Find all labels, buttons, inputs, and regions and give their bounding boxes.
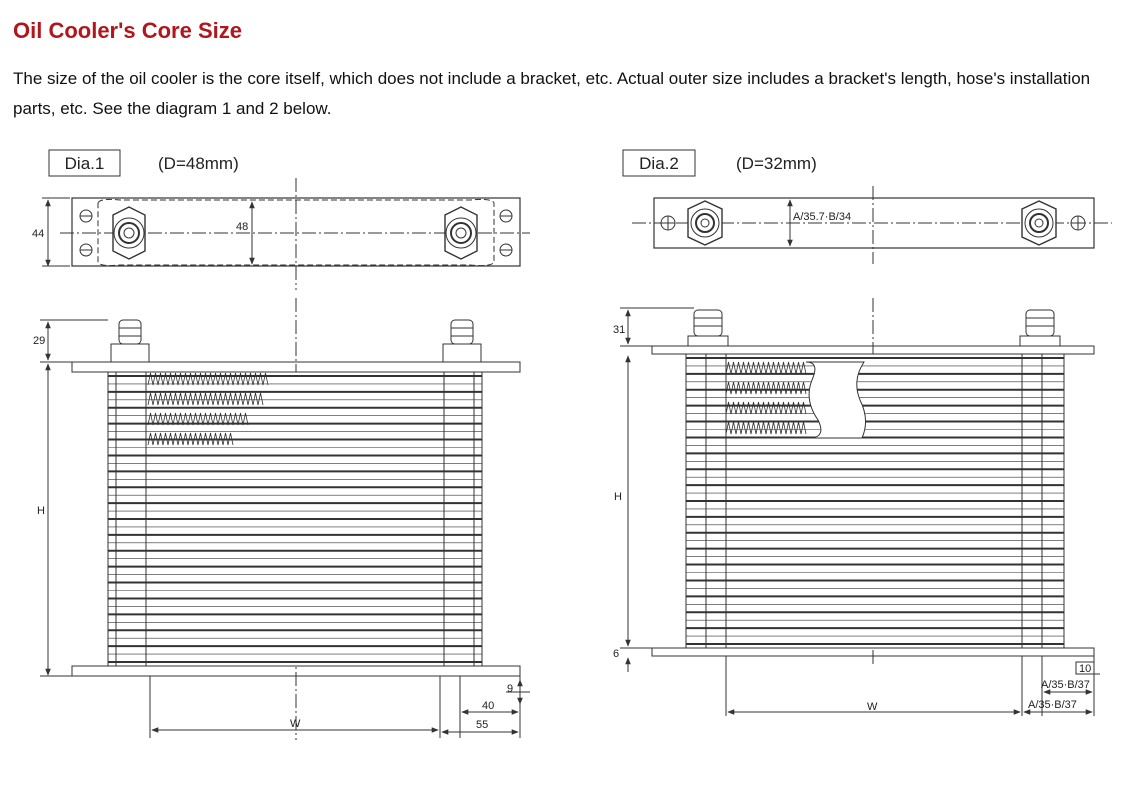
dia2-top-view	[632, 186, 1112, 264]
intro-paragraph: The size of the oil cooler is the core itself, which does not include a bracket, etc. Actual outer size includes a bracket's length, hose's installation parts, etc. See the diagram 1 and 2 below.	[13, 69, 1091, 118]
dia2-note: (D=32mm)	[736, 154, 817, 173]
dia1-dim-48: 48	[236, 221, 249, 233]
page-title: Oil Cooler's Core Size	[13, 18, 242, 43]
dia2-dim-w: W	[867, 701, 878, 713]
dia1-dim-9: 9	[507, 683, 514, 695]
dia2-dim-h: H	[614, 491, 622, 503]
dia1-label: Dia.1	[64, 154, 105, 173]
dia1-fitting-right	[443, 320, 481, 362]
dia1-dim-44: 44	[32, 228, 45, 240]
dia1-top-view	[42, 178, 530, 290]
dia1-note: (D=48mm)	[158, 154, 239, 173]
dia2-front-view	[620, 298, 1100, 716]
dia2-dim-31: 31	[613, 324, 626, 336]
dia2-fitting-left	[688, 310, 728, 346]
dia1-fitting-left	[111, 320, 149, 362]
dia2-dim-ab-top: A/35.7·B/34	[793, 211, 852, 223]
dia1-dim-w: W	[290, 718, 301, 730]
dia1-dim-40: 40	[482, 700, 495, 712]
dia1-dim-29: 29	[33, 335, 46, 347]
diagram-1	[32, 150, 530, 740]
dia2-fitting-right	[1020, 310, 1060, 346]
dia1-front-view	[40, 298, 530, 740]
dia2-dim-ab37-upper: A/35·B/37	[1041, 679, 1090, 691]
dia2-dim-10: 10	[1079, 663, 1092, 675]
dia1-dim-55: 55	[476, 719, 489, 731]
dia1-dim-h: H	[37, 505, 45, 517]
dia2-label: Dia.2	[639, 154, 679, 173]
dia2-dim-ab37-lower: A/35·B/37	[1028, 699, 1077, 711]
diagram-2	[613, 150, 1112, 716]
dia2-dim-6: 6	[613, 648, 620, 660]
